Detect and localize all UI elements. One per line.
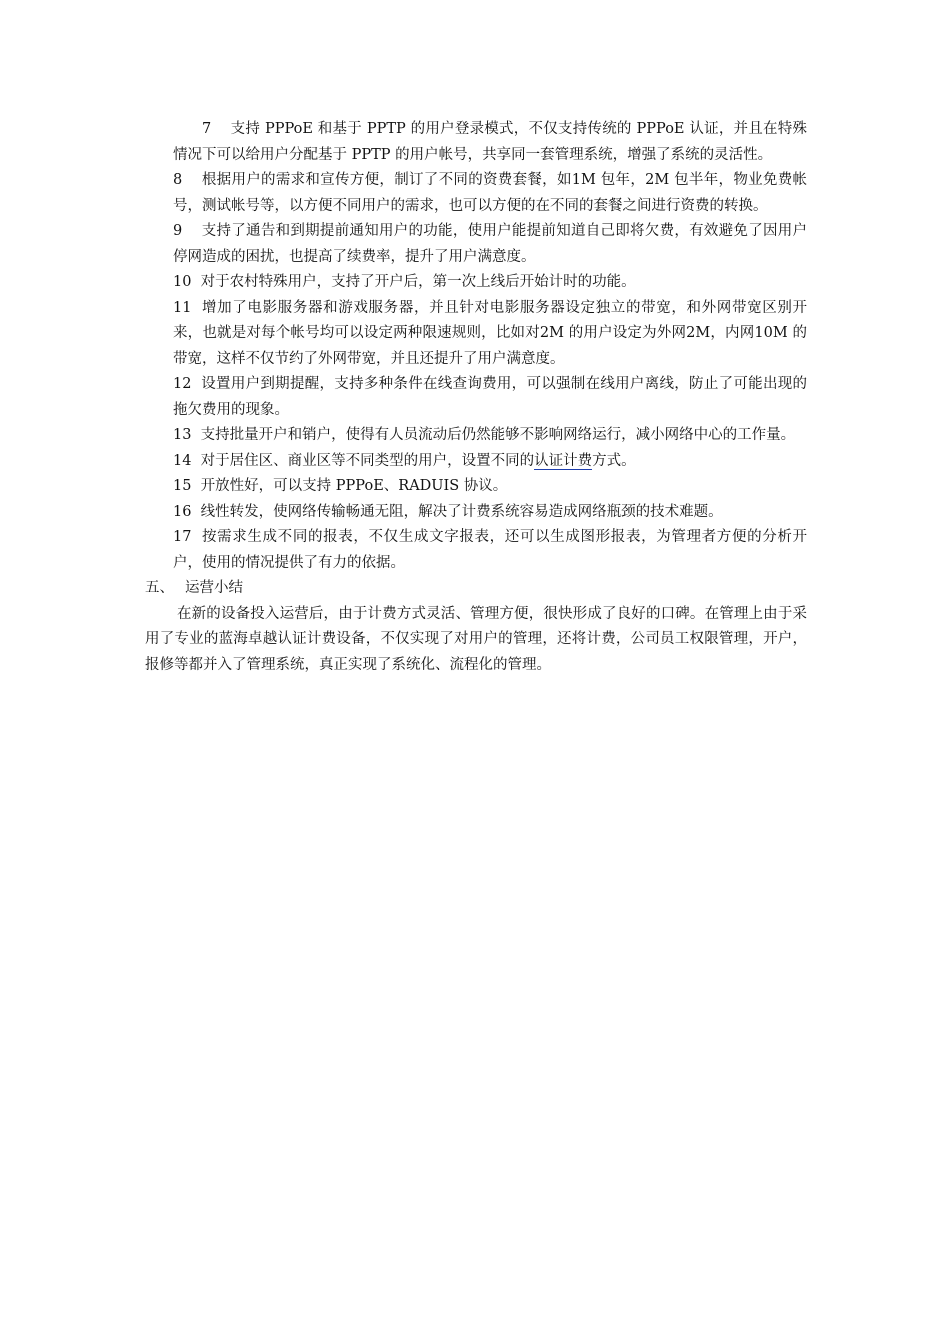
list-item-16-text	[173, 500, 807, 526]
list-item-13-number: 13	[173, 427, 192, 443]
list-item-11-number: 11	[173, 299, 192, 316]
list-item-14	[145, 449, 807, 475]
list-item-9-text	[173, 219, 807, 270]
list-item-9-number: 9	[173, 223, 183, 239]
list-item-17-number: 17	[173, 529, 192, 545]
list-item-7-number: 7	[202, 121, 212, 137]
list-item-13	[145, 423, 807, 449]
list-item-12-text	[173, 372, 807, 423]
list-item-7-body: 支持 PPPoE 和基于 PPTP 的用户登录模式，不仅支持传统的 PPPoE 认证，并且在特殊情况下可以给用户分配基于 PPTP 的用户帐号，共享同一套管理系统，增强了系统的灵活性。	[173, 121, 807, 163]
document-content	[145, 117, 807, 678]
section-title: 运营小结	[185, 580, 243, 596]
list-item-15-number: 15	[173, 478, 192, 494]
section-heading	[145, 576, 807, 602]
summary-paragraph: 在新的设备投入运营后，由于计费方式灵活、管理方便，很快形成了良好的口碑。在管理上由于采用了专业的蓝海卓越认证计费设备，不仅实现了对用户的管理，还将计费，公司员工权限管理，开户，报修等都并入了管理系统，真正实现了系统化、流程化的管理。	[145, 605, 807, 673]
list-item-10-body: 对于农村特殊用户，支持了开户后，第一次上线后开始计时的功能。	[200, 274, 636, 290]
list-item-8-body: 根据用户的需求和宣传方便，制订了不同的资费套餐，如1M 包年，2M 包半年，物业免费帐号，测试帐号等，以方便不同用户的需求，也可以方便的在不同的套餐之间进行资费的转换。	[173, 172, 807, 214]
list-item-14-body-after: 方式。	[592, 452, 636, 469]
list-item-12-body: 设置用户到期提醒，支持多种条件在线查询费用，可以强制在线用户离线，防止了可能出现的拖欠费用的现象。	[173, 376, 808, 418]
auth-billing-link[interactable]: 认证计费	[534, 452, 593, 469]
list-item-10-text	[173, 270, 807, 296]
list-item-11	[145, 296, 807, 373]
list-item-15-text	[173, 474, 807, 500]
list-item-8-text	[173, 168, 807, 219]
list-item-7	[145, 117, 807, 168]
list-item-11-text	[173, 296, 807, 373]
list-item-7-text	[173, 117, 807, 168]
list-item-16-body: 线性转发，使网络传输畅通无阻，解决了计费系统容易造成网络瓶颈的技术难题。	[200, 503, 723, 520]
list-item-17-body: 按需求生成不同的报表，不仅生成文字报表，还可以生成图形报表，为管理者方便的分析开户，使用的情况提供了有力的依据。	[173, 529, 808, 571]
list-item-13-body: 支持批量开户和销户，使得有人员流动后仍然能够不影响网络运行，减小网络中心的工作量。	[200, 427, 796, 443]
list-item-12	[145, 372, 807, 423]
list-item-11-body: 增加了电影服务器和游戏服务器，并且针对电影服务器设定独立的带宽，和外网带宽区别开来，也就是对每个帐号均可以设定两种限速规则，比如对2M 的用户设定为外网2M，内网10M 的带宽，这样不仅节约了外网带宽，并且还提升了用户满意度。	[173, 299, 808, 367]
section-number: 五、	[145, 580, 174, 596]
list-item-13-text	[173, 423, 807, 449]
list-item-17-text	[173, 525, 807, 576]
list-item-14-text	[173, 449, 807, 475]
list-item-8-number: 8	[173, 172, 183, 188]
list-item-17	[145, 525, 807, 576]
list-item-14-number: 14	[173, 452, 192, 469]
list-item-9	[145, 219, 807, 270]
list-item-15-body: 开放性好，可以支持 PPPoE、RADUIS 协议。	[200, 478, 508, 494]
list-item-16	[145, 500, 807, 526]
list-item-8	[145, 168, 807, 219]
list-item-9-body: 支持了通告和到期提前通知用户的功能，使用户能提前知道自己即将欠费，有效避免了因用户停网造成的困扰，也提高了续费率，提升了用户满意度。	[173, 223, 807, 265]
list-item-16-number: 16	[173, 503, 192, 520]
list-item-10-number: 10	[173, 274, 192, 290]
list-item-12-number: 12	[173, 376, 192, 392]
list-item-10	[145, 270, 807, 296]
list-item-15	[145, 474, 807, 500]
list-item-14-body-before: 对于居住区、商业区等不同类型的用户，设置不同的	[200, 452, 535, 469]
